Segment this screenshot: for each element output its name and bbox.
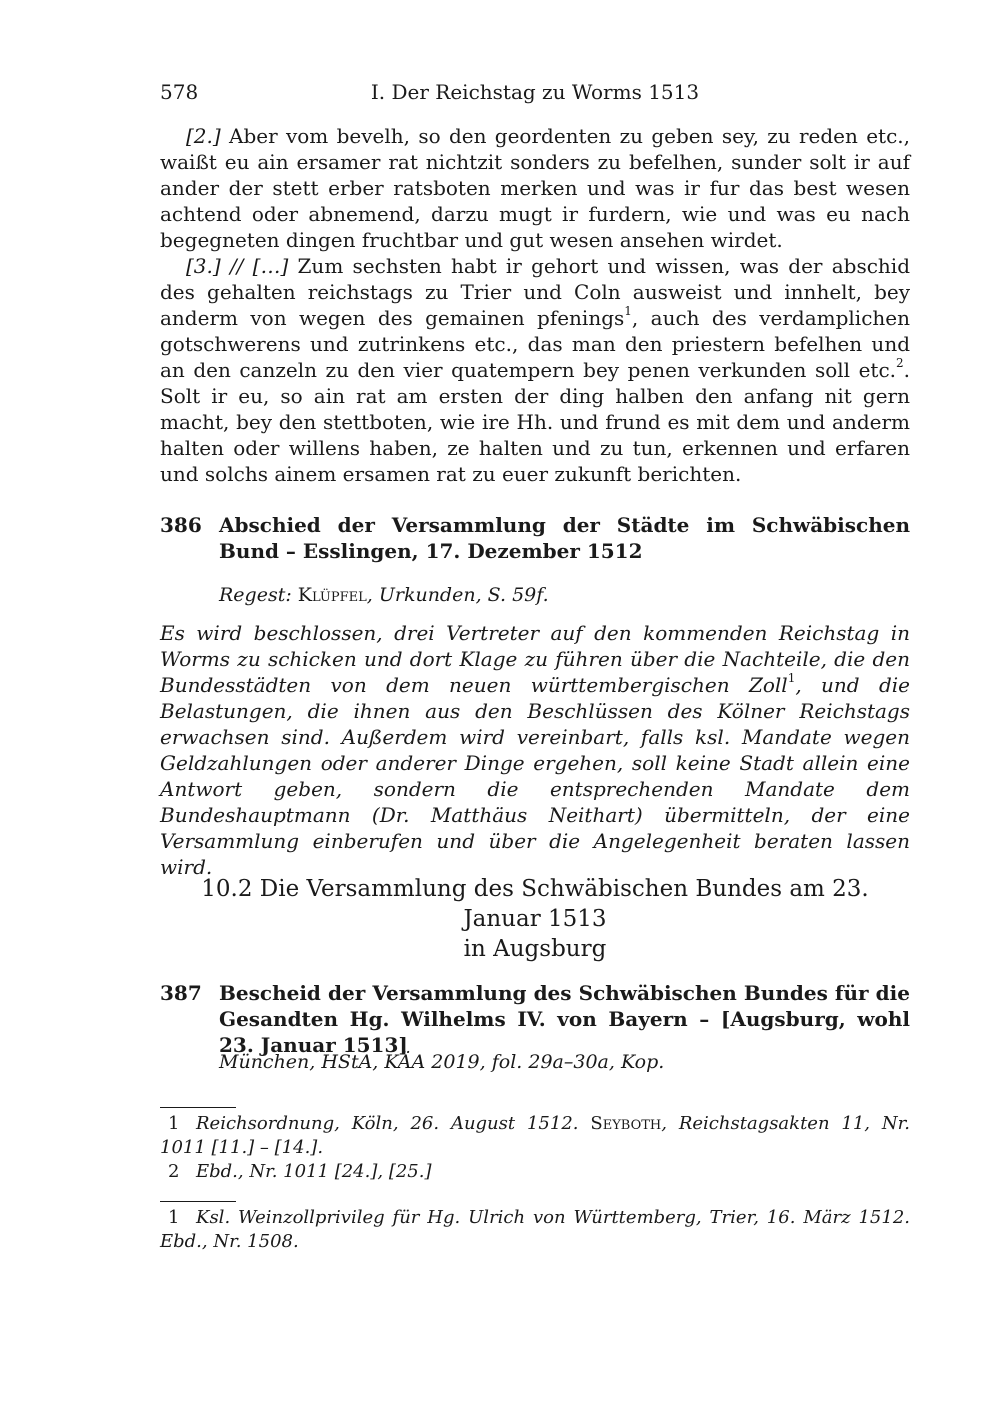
running-title: I. Der Reichstag zu Worms 1513 xyxy=(370,80,700,104)
document-heading-386 xyxy=(160,512,910,564)
regest-386 xyxy=(160,620,910,880)
footnote xyxy=(160,1112,910,1160)
paragraph-marker: [2.] xyxy=(186,124,221,148)
footnote-mark: 1 xyxy=(168,1207,180,1228)
source-rest: , Urkunden, S. 59f. xyxy=(366,584,549,606)
footnote-ref[interactable]: 1 xyxy=(624,304,632,319)
footnote-rule xyxy=(160,1201,236,1202)
source-author: Klüpfel xyxy=(297,584,367,606)
document-number: 387 xyxy=(160,981,202,1005)
document-number: 386 xyxy=(160,513,202,537)
footnotes-text xyxy=(160,1112,910,1184)
document-source-386 xyxy=(219,582,909,608)
paragraph-2 xyxy=(160,123,910,253)
paragraph-3 xyxy=(160,253,910,487)
regest-text: Es wird beschlossen, drei Vertreter auf den kommenden Reichstag in Worms zu schicken und dort Klage zu führen über die Nachteile, die den Bundesstädten von dem neuen württembergischen Zoll xyxy=(160,621,910,697)
paragraph-text: . Solt ir eu, so ain rat am ersten der ding halben den anfang nit gern macht, bey den stettboten, wie ire Hh. und frund es mit dem und anderm halten oder willens haben, ze halten und zu tun, erkennen und erfaren und solchs ainem ersamen rat zu euer zukunft berichten. xyxy=(160,358,910,486)
section-heading-line: 10.2 Die Versammlung des Schwäbischen Bundes am 23. Januar 1513 xyxy=(201,876,869,932)
paragraph-marker: [3.] // […] xyxy=(186,254,289,278)
document-title: Bescheid der Versammlung des Schwäbischen Bundes für die Gesandten Hg. Wilhelms IV. von Bayern – [Augsburg, wohl 23. Januar 1513] xyxy=(219,981,910,1057)
footnote-text: Ksl. Weinzollprivileg für Hg. Ulrich von Württemberg, Trier, 16. März 1512. Ebd., Nr. 1508. xyxy=(160,1207,910,1252)
paragraph-text: Zum sechsten habt ir gehort und wissen, was der abschid des gehalten reichstags zu Trier und Coln ausweist und innhelt, bey anderm von wegen des gemainen pfenings xyxy=(160,254,910,330)
footnote-rule xyxy=(160,1107,236,1108)
page-number: 578 xyxy=(160,80,199,104)
footnotes-386 xyxy=(160,1206,910,1254)
running-header xyxy=(160,80,910,108)
document-title: Abschied der Versammlung der Städte im Schwäbischen Bund – Esslingen, 17. Dezember 1512 xyxy=(219,513,910,563)
footnote-text: Reichsordnung, Köln, 26. August 1512. xyxy=(196,1113,591,1134)
footnote xyxy=(160,1160,910,1184)
paragraph-text: , auch des verdamplichen gotschwerens und zutrinkens etc., das man den priestern befelhen und an den canzeln zu den vier quatempern bey penen verkunden soll etc. xyxy=(160,306,911,382)
footnote-mark: 2 xyxy=(168,1161,180,1182)
footnote-ref[interactable]: 1 xyxy=(787,671,796,686)
section-heading-line: in Augsburg xyxy=(463,936,607,962)
paragraph-text: Aber vom bevelh, so den geordenten zu geben sey, zu reden etc., waißt eu ain ersamer rat nichtzit sonders zu befelhen, sunder solt ir auf ander der stett erber ratsboten merken und was ir fur das best wesen achtend oder abnemend, darzu mugt ir furdern, wie und was eu nach begegneten dingen fruchtbar und gut wesen ansehen wirdet. xyxy=(160,124,910,252)
footnote xyxy=(160,1206,910,1254)
source-label: Regest: xyxy=(219,584,292,606)
document-source-387: München, HStA, KÄA 2019, fol. 29a–30a, Kop. xyxy=(219,1051,665,1073)
footnote-mark: 1 xyxy=(168,1113,180,1134)
body-text xyxy=(160,123,910,487)
footnote-ref[interactable]: 2 xyxy=(896,356,904,371)
regest-text: , und die Belastungen, die ihnen aus den Beschlüssen des Kölner Reichstags erwachsen sind. Außerdem wird vereinbart, falls ksl. Mandate wegen Geldzahlungen oder anderer Dinge ergehen, soll keine Stadt allein eine Antwort geben, sondern die entsprechenden Mandate dem Bundeshauptmann (Dr. Matthäus Neithart) übermitteln, der eine Versammlung einberufen und über die Angelegenheit beraten lassen wird. xyxy=(160,673,910,879)
footnote-text: , Reichstagsakten 11, Nr. 1011 [11.] – [14.]. xyxy=(160,1113,910,1158)
section-heading xyxy=(160,874,910,964)
document-heading-387 xyxy=(160,980,910,1058)
footnote-author: Seyboth xyxy=(590,1113,662,1134)
footnote-text: Ebd., Nr. 1011 [24.], [25.] xyxy=(196,1161,432,1182)
